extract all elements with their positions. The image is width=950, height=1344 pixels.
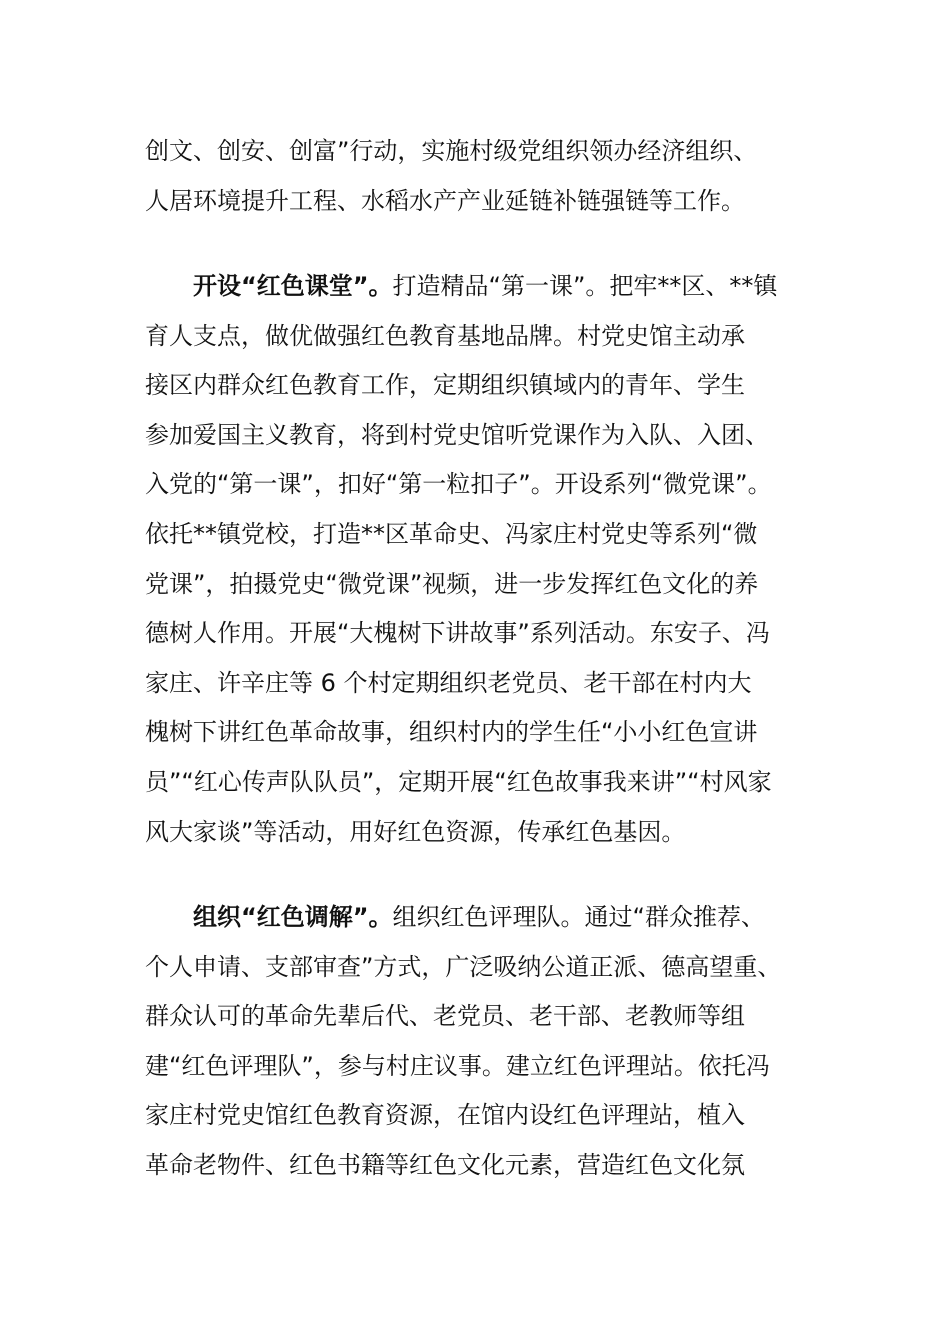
text-line-first [145,262,805,312]
paragraph [145,893,805,1191]
text-line: 家庄、许辛庄等 6 个村定期组织老党员、老干部在村内大 [145,668,752,697]
text-line: 育人支点，做优做强红色教育基地品牌。村党史馆主动承 [145,321,745,350]
paragraph [145,262,805,857]
text-line: 槐树下讲红色革命故事，组织村内的学生任“小小红色宣讲 [145,718,758,747]
paragraph-lead-heading: 开设“红色课堂”。 [193,272,393,300]
text-line: 依托**镇党校，打造**区革命史、冯家庄村党史等系列“微 [145,519,758,548]
text-line: 接区内群众红色教育工作，定期组织镇域内的青年、学生 [145,371,745,400]
text-line: 员”“红心传声队队员”，定期开展“红色故事我来讲”“村风家 [145,767,772,796]
text-line: 人居环境提升工程、水稻水产产业延链补链强链等工作。 [145,186,745,215]
paragraph [145,127,805,226]
paragraph-continuation [145,127,805,226]
text-run: 打造精品“第一课”。把牢**区、**镇 [392,272,778,300]
text-line: 建“红色评理队”，参与村庄议事。建立红色评理站。依托冯 [145,1051,770,1080]
text-line: 德树人作用。开展“大槐树下讲故事”系列活动。东安子、冯 [145,619,770,648]
paragraph-red-mediation [145,893,805,1191]
text-line-first [145,893,805,943]
paragraph-red-classroom [145,262,805,857]
text-line: 党课”，拍摄党史“微党课”视频，进一步发挥红色文化的养 [145,569,759,598]
paragraph-lead-heading: 组织“红色调解”。 [193,903,393,931]
text-line: 革命老物件、红色书籍等红色文化元素，营造红色文化氛 [145,1150,745,1179]
text-line: 参加爱国主义教育，将到村党史馆听党课作为入队、入团、 [145,420,769,449]
text-line: 个人申请、支部审查”方式，广泛吸纳公道正派、德高望重、 [145,952,782,981]
text-line: 创文、创安、创富”行动，实施村级党组织领办经济组织、 [145,137,758,165]
text-line: 入党的“第一课”，扣好“第一粒扣子”。开设系列“微党课”。 [145,470,772,499]
text-line: 群众认可的革命先辈后代、老党员、老干部、老教师等组 [145,1002,745,1031]
text-run: 组织红色评理队。通过“群众推荐、 [392,903,765,931]
text-line: 风大家谈”等活动，用好红色资源，传承红色基因。 [145,817,686,846]
text-line: 家庄村党史馆红色教育资源，在馆内设红色评理站，植入 [145,1101,745,1130]
